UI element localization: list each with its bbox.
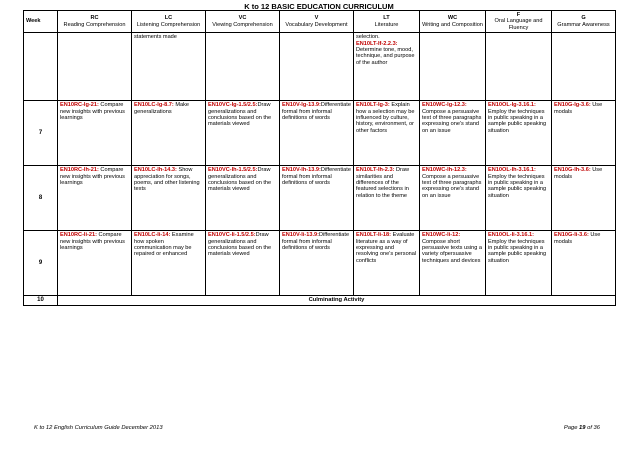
table-cell: EN10OL-Ii-3.16.1: Employ the techniques in public speaking in a sample public speaking situation [486,231,552,296]
header-lc: LC Listening Comprehension [132,11,206,33]
week-number: 9 [24,231,58,296]
header-lt: LT Literature [354,11,420,33]
header-f: F Oral Language and Fluency [486,11,552,33]
table-cell [280,33,354,101]
week-number: 7 [24,101,58,166]
table-cell: EN10LT-Ig-3: Explain how a selection may be influenced by culture, history, environment, or other factors [354,101,420,166]
header-g: G Grammar Awareness [552,11,616,33]
table-cell: EN10RC-Ig-21: Compare new insights with previous learnings [58,101,132,166]
table-cell [206,33,280,101]
table-cell: EN10WC-Ih-12.3: Compose a persuasive text of three paragraphs expressing one's stand on an issue [420,166,486,231]
footer-page-number: Page 19 of 36 [563,425,600,431]
header-vc: VC Viewing Comprehension [206,11,280,33]
table-cell: EN10LC-Ii-14: Examine how spoken communication may be repaired or enhanced [132,231,206,296]
table-cell: selection. EN10LT-If-2.2.3: Determine tone, mood, technique, and purpose of the author [354,33,420,101]
continued-row [24,33,616,101]
table-cell: EN10LT-Ih-2.3: Draw similarities and differences of the featured selections in relation to the theme [354,166,420,231]
table-cell: EN10VC-Ih-1.5/2.5:Draw generalizations and conclusions based on the materials viewed [206,166,280,231]
table-cell: EN10RC-Ii-21: Compare new insights with previous learnings [58,231,132,296]
table-cell: EN10WC-Ii-12: Compose short persuasive texts using a variety ofpersuasive techniques and devices [420,231,486,296]
table-cell [24,33,58,101]
week-header: Week [24,11,58,33]
header-v: V Vocabulary Development [280,11,354,33]
table-cell: EN10OL-Ig-3.16.1: Employ the techniques in public speaking in a sample public speaking situation [486,101,552,166]
table-cell: EN10WC-Ig-12.3: Compose a persuasive text of three paragraphs expressing one's stand on an issue [420,101,486,166]
table-cell: EN10VC-Ii-1.5/2.5:Draw generalizations and conclusions based on the materials viewed [206,231,280,296]
table-cell: EN10G-Ii-3.6: Use modals [552,231,616,296]
table-cell: EN10G-Ig-3.6: Use modals [552,101,616,166]
table-cell: EN10VC-Ig-1.5/2.5:Draw generalizations and conclusions based on the materials viewed [206,101,280,166]
table-row [24,101,616,166]
table-cell [58,33,132,101]
week-number: 8 [24,166,58,231]
table-row [24,166,616,231]
table-cell: EN10G-Ih-3.6: Use modals [552,166,616,231]
table-cell [420,33,486,101]
table-row [24,296,616,305]
header-wc: WC Writing and Composition [420,11,486,33]
table-cell: EN10LC-Ig-8.7: Make generalizations [132,101,206,166]
table-cell: EN10V-Ig-13.9:Differentiate formal from informal definitions of words [280,101,354,166]
table-cell: EN10V-Ih-13.9:Differentiate formal from informal definitions of words [280,166,354,231]
table-row [24,231,616,296]
header-rc: RC Reading Comprehension [58,11,132,33]
table-cell: EN10LT-Ii-18: Evaluate literature as a way of expressing and resolving one's personal conflicts [354,231,420,296]
table-cell: statements made [132,33,206,101]
page-title: K to 12 BASIC EDUCATION CURRICULUM [244,2,394,11]
table-cell: EN10RC-Ih-21: Compare new insights with previous learnings [58,166,132,231]
table-cell [486,33,552,101]
footer-doc-title: K to 12 English Curriculum Guide December 2013 [34,425,163,431]
table-cell: EN10LC-Ih-14.3: Show appreciation for songs, poems, and other listening texts [132,166,206,231]
week-number: 10 [24,296,58,305]
header-row [24,11,616,33]
table-cell: EN10V-Ii-13.9:Differentiate formal from informal definitions of words [280,231,354,296]
culminating-activity: Culminating Activity [58,296,616,305]
table-cell: EN10OL-Ih-3.16.1: Employ the techniques in public speaking in a sample public speaking situation [486,166,552,231]
table-cell [552,33,616,101]
curriculum-table [23,10,616,306]
